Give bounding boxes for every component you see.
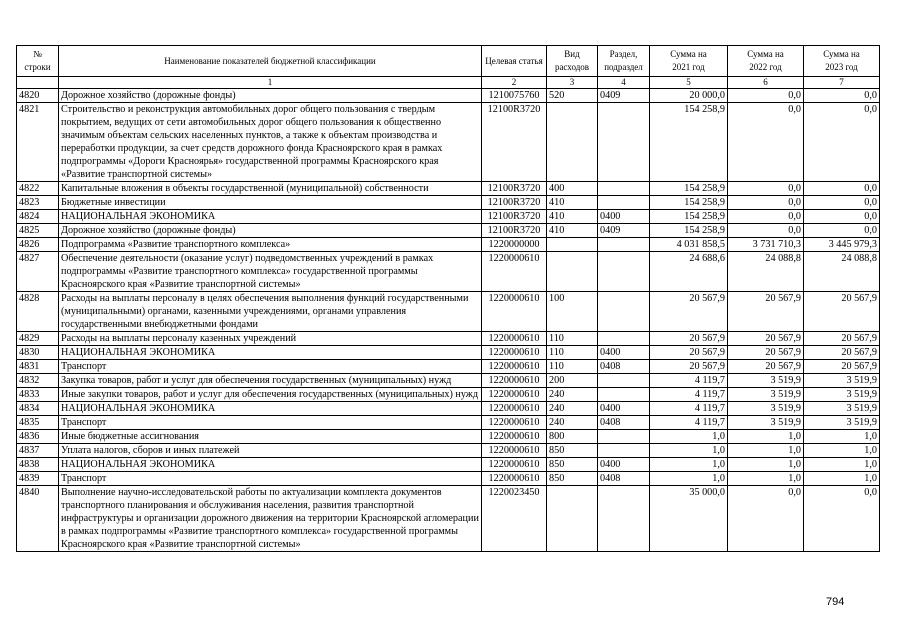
- row-target-article: 1220000610: [482, 458, 547, 472]
- row-sum-2022: 24 088,8: [728, 252, 804, 292]
- row-section: 0400: [598, 402, 650, 416]
- row-target-article: 12100R3720: [482, 182, 547, 196]
- row-name: Уплата налогов, сборов и иных платежей: [59, 444, 482, 458]
- row-sum-2021: 154 258,9: [650, 182, 728, 196]
- row-number: 4825: [17, 224, 59, 238]
- row-sum-2022: 20 567,9: [728, 346, 804, 360]
- row-sum-2021: 4 119,7: [650, 374, 728, 388]
- row-section: 0400: [598, 458, 650, 472]
- row-number: 4823: [17, 196, 59, 210]
- row-expense-type: 850: [547, 444, 598, 458]
- row-expense-type: 110: [547, 346, 598, 360]
- row-number: 4821: [17, 103, 59, 182]
- table-row: [17, 388, 880, 402]
- row-sum-2023: 0,0: [804, 196, 880, 210]
- row-target-article: 1220000610: [482, 402, 547, 416]
- table-row: [17, 486, 880, 552]
- row-target-article: 1220000610: [482, 346, 547, 360]
- row-name: НАЦИОНАЛЬНАЯ ЭКОНОМИКА: [59, 402, 482, 416]
- row-target-article: 12100R3720: [482, 196, 547, 210]
- row-target-article: 1220023450: [482, 486, 547, 552]
- row-name: Иные бюджетные ассигнования: [59, 430, 482, 444]
- row-number: 4839: [17, 472, 59, 486]
- row-section: 0400: [598, 346, 650, 360]
- row-section: [598, 238, 650, 252]
- row-sum-2021: 4 119,7: [650, 402, 728, 416]
- row-target-article: 1220000610: [482, 252, 547, 292]
- row-expense-type: [547, 486, 598, 552]
- row-sum-2023: 24 088,8: [804, 252, 880, 292]
- row-sum-2022: 1,0: [728, 430, 804, 444]
- row-sum-2023: 1,0: [804, 430, 880, 444]
- row-sum-2022: 20 567,9: [728, 292, 804, 332]
- row-expense-type: 850: [547, 472, 598, 486]
- row-expense-type: 410: [547, 210, 598, 224]
- table-row: [17, 292, 880, 332]
- table-row: [17, 430, 880, 444]
- table-row: [17, 332, 880, 346]
- row-sum-2021: 154 258,9: [650, 210, 728, 224]
- table-row: [17, 103, 880, 182]
- row-target-article: 1210075760: [482, 89, 547, 103]
- column-number: 1: [59, 77, 482, 89]
- row-sum-2021: 20 000,0: [650, 89, 728, 103]
- header-section: Раздел, подраздел: [598, 46, 650, 77]
- table-row: [17, 374, 880, 388]
- row-number: 4837: [17, 444, 59, 458]
- row-sum-2022: 0,0: [728, 224, 804, 238]
- row-number: 4822: [17, 182, 59, 196]
- row-expense-type: [547, 103, 598, 182]
- row-target-article: 1220000610: [482, 472, 547, 486]
- row-section: 0409: [598, 89, 650, 103]
- column-number: 3: [547, 77, 598, 89]
- row-name: Иные закупки товаров, работ и услуг для обеспечения государственных (муниципальных) нужд: [59, 388, 482, 402]
- row-name: Расходы на выплаты персоналу казенных учреждений: [59, 332, 482, 346]
- row-expense-type: 110: [547, 332, 598, 346]
- row-name: Дорожное хозяйство (дорожные фонды): [59, 224, 482, 238]
- row-section: [598, 374, 650, 388]
- row-section: [598, 444, 650, 458]
- row-sum-2023: 0,0: [804, 103, 880, 182]
- row-target-article: 1220000610: [482, 292, 547, 332]
- column-number-row: [17, 77, 880, 89]
- row-name: Дорожное хозяйство (дорожные фонды): [59, 89, 482, 103]
- header-sum-2023: Сумма на 2023 год: [804, 46, 880, 77]
- row-sum-2022: 1,0: [728, 458, 804, 472]
- row-sum-2021: 1,0: [650, 458, 728, 472]
- row-sum-2023: 20 567,9: [804, 346, 880, 360]
- row-target-article: 1220000610: [482, 444, 547, 458]
- header-target-article: Целевая статья: [482, 46, 547, 77]
- row-sum-2023: 3 445 979,3: [804, 238, 880, 252]
- row-name: Расходы на выплаты персоналу в целях обеспечения выполнения функций государственными (муниципальными) органами, казенными учреждениями, органами управления государственными внебюджетными фондами: [59, 292, 482, 332]
- table-row: [17, 402, 880, 416]
- row-sum-2022: 20 567,9: [728, 360, 804, 374]
- row-number: 4824: [17, 210, 59, 224]
- row-target-article: 12100R3720: [482, 103, 547, 182]
- row-sum-2023: 0,0: [804, 210, 880, 224]
- row-expense-type: 240: [547, 388, 598, 402]
- row-section: 0409: [598, 224, 650, 238]
- row-name: НАЦИОНАЛЬНАЯ ЭКОНОМИКА: [59, 458, 482, 472]
- row-section: 0400: [598, 210, 650, 224]
- row-number: 4828: [17, 292, 59, 332]
- table-row: [17, 416, 880, 430]
- row-section: [598, 196, 650, 210]
- row-sum-2022: 0,0: [728, 182, 804, 196]
- row-sum-2021: 1,0: [650, 444, 728, 458]
- row-sum-2021: 1,0: [650, 430, 728, 444]
- row-name: Бюджетные инвестиции: [59, 196, 482, 210]
- row-sum-2022: 3 519,9: [728, 416, 804, 430]
- row-sum-2021: 154 258,9: [650, 196, 728, 210]
- column-number: 6: [728, 77, 804, 89]
- row-name: Транспорт: [59, 416, 482, 430]
- row-name: НАЦИОНАЛЬНАЯ ЭКОНОМИКА: [59, 346, 482, 360]
- row-sum-2022: 3 519,9: [728, 402, 804, 416]
- row-target-article: 1220000610: [482, 360, 547, 374]
- row-section: [598, 388, 650, 402]
- table-row: [17, 346, 880, 360]
- row-sum-2023: 0,0: [804, 486, 880, 552]
- row-sum-2021: 20 567,9: [650, 292, 728, 332]
- row-section: [598, 182, 650, 196]
- row-number: 4827: [17, 252, 59, 292]
- row-sum-2023: 3 519,9: [804, 388, 880, 402]
- row-target-article: 12100R3720: [482, 224, 547, 238]
- header-sum-2021: Сумма на 2021 год: [650, 46, 728, 77]
- row-sum-2023: 20 567,9: [804, 332, 880, 346]
- row-sum-2021: 20 567,9: [650, 346, 728, 360]
- row-number: 4829: [17, 332, 59, 346]
- row-sum-2021: 4 031 858,5: [650, 238, 728, 252]
- header-row-number: № строки: [17, 46, 59, 77]
- row-target-article: 12100R3720: [482, 210, 547, 224]
- row-target-article: 1220000610: [482, 430, 547, 444]
- table-row: [17, 210, 880, 224]
- table-row: [17, 182, 880, 196]
- row-sum-2022: 3 731 710,3: [728, 238, 804, 252]
- row-expense-type: [547, 252, 598, 292]
- row-target-article: 1220000610: [482, 374, 547, 388]
- row-sum-2022: 3 519,9: [728, 388, 804, 402]
- row-expense-type: 850: [547, 458, 598, 472]
- table-row: [17, 458, 880, 472]
- row-sum-2022: 0,0: [728, 103, 804, 182]
- row-number: 4836: [17, 430, 59, 444]
- row-expense-type: [547, 238, 598, 252]
- row-section: [598, 430, 650, 444]
- row-sum-2023: 3 519,9: [804, 402, 880, 416]
- row-sum-2023: 0,0: [804, 182, 880, 196]
- row-section: [598, 486, 650, 552]
- row-name: НАЦИОНАЛЬНАЯ ЭКОНОМИКА: [59, 210, 482, 224]
- table-row: [17, 89, 880, 103]
- row-number: 4831: [17, 360, 59, 374]
- row-name: Подпрограмма «Развитие транспортного комплекса»: [59, 238, 482, 252]
- row-expense-type: 800: [547, 430, 598, 444]
- row-section: [598, 332, 650, 346]
- row-sum-2022: 1,0: [728, 444, 804, 458]
- header-name: Наименование показателей бюджетной классификации: [59, 46, 482, 77]
- row-sum-2022: 0,0: [728, 486, 804, 552]
- row-target-article: 1220000610: [482, 332, 547, 346]
- row-number: 4832: [17, 374, 59, 388]
- row-sum-2022: 1,0: [728, 472, 804, 486]
- row-sum-2022: 0,0: [728, 210, 804, 224]
- column-number: [17, 77, 59, 89]
- table-header-row: [17, 46, 880, 77]
- column-number: 2: [482, 77, 547, 89]
- row-sum-2023: 20 567,9: [804, 360, 880, 374]
- row-section: [598, 252, 650, 292]
- row-number: 4830: [17, 346, 59, 360]
- row-name: Выполнение научно-исследовательской работы по актуализации комплекта документов транспортного планирования и обслуживания населения, развития транспортной инфраструктуры и организации дорожного движения на территории Красноярской агломерации в рамках подпрограммы «Развитие транспортного комплекса» государственной программы Красноярского края «Развитие транспортной системы»: [59, 486, 482, 552]
- table-row: [17, 196, 880, 210]
- header-sum-2022: Сумма на 2022 год: [728, 46, 804, 77]
- row-number: 4833: [17, 388, 59, 402]
- row-sum-2021: 35 000,0: [650, 486, 728, 552]
- row-sum-2023: 1,0: [804, 472, 880, 486]
- row-expense-type: 410: [547, 196, 598, 210]
- row-expense-type: 100: [547, 292, 598, 332]
- column-number: 7: [804, 77, 880, 89]
- row-sum-2021: 4 119,7: [650, 416, 728, 430]
- row-sum-2023: 3 519,9: [804, 374, 880, 388]
- table-row: [17, 224, 880, 238]
- header-expense-type: Вид расходов: [547, 46, 598, 77]
- row-sum-2022: 3 519,9: [728, 374, 804, 388]
- row-name: Строительство и реконструкция автомобильных дорог общего пользования с твердым покрытием, ведущих от сети автомобильных дорог общего пользования к общественно значимым объектам сельских населенных пунктов, а также к объектам производства и переработки продукции, за счет средств дорожного фонда Красноярского края в рамках подпрограммы «Дороги Красноярья» государственной программы Красноярского края «Развитие транспортной системы»: [59, 103, 482, 182]
- row-section: 0408: [598, 360, 650, 374]
- row-sum-2021: 20 567,9: [650, 360, 728, 374]
- row-sum-2021: 24 688,6: [650, 252, 728, 292]
- row-expense-type: 200: [547, 374, 598, 388]
- row-sum-2021: 1,0: [650, 472, 728, 486]
- page-number: 794: [826, 596, 845, 608]
- table-row: [17, 238, 880, 252]
- table-body: [17, 89, 880, 552]
- row-sum-2023: 0,0: [804, 224, 880, 238]
- row-name: Капитальные вложения в объекты государственной (муниципальной) собственности: [59, 182, 482, 196]
- row-name: Закупка товаров, работ и услуг для обеспечения государственных (муниципальных) нужд: [59, 374, 482, 388]
- row-name: Транспорт: [59, 472, 482, 486]
- row-target-article: 1220000610: [482, 388, 547, 402]
- row-sum-2021: 20 567,9: [650, 332, 728, 346]
- row-sum-2022: 0,0: [728, 89, 804, 103]
- column-number: 5: [650, 77, 728, 89]
- row-section: [598, 292, 650, 332]
- row-expense-type: 240: [547, 402, 598, 416]
- budget-table: [16, 45, 880, 552]
- row-sum-2022: 0,0: [728, 196, 804, 210]
- row-expense-type: 520: [547, 89, 598, 103]
- table-row: [17, 472, 880, 486]
- row-target-article: 1220000610: [482, 416, 547, 430]
- row-expense-type: 240: [547, 416, 598, 430]
- table-row: [17, 444, 880, 458]
- row-number: 4838: [17, 458, 59, 472]
- row-sum-2023: 1,0: [804, 444, 880, 458]
- row-expense-type: 410: [547, 224, 598, 238]
- row-sum-2021: 154 258,9: [650, 224, 728, 238]
- row-section: 0408: [598, 416, 650, 430]
- row-number: 4840: [17, 486, 59, 552]
- row-sum-2023: 20 567,9: [804, 292, 880, 332]
- row-number: 4826: [17, 238, 59, 252]
- row-sum-2022: 20 567,9: [728, 332, 804, 346]
- row-expense-type: 110: [547, 360, 598, 374]
- row-section: 0408: [598, 472, 650, 486]
- row-name: Обеспечение деятельности (оказание услуг) подведомственных учреждений в рамках подпрограммы «Развитие транспортного комплекса» государственной программы Красноярского края «Развитие транспортной системы»: [59, 252, 482, 292]
- row-name: Транспорт: [59, 360, 482, 374]
- row-target-article: 1220000000: [482, 238, 547, 252]
- table-row: [17, 252, 880, 292]
- row-expense-type: 400: [547, 182, 598, 196]
- column-number: 4: [598, 77, 650, 89]
- row-sum-2021: 4 119,7: [650, 388, 728, 402]
- row-sum-2021: 154 258,9: [650, 103, 728, 182]
- row-sum-2023: 1,0: [804, 458, 880, 472]
- row-sum-2023: 3 519,9: [804, 416, 880, 430]
- table-row: [17, 360, 880, 374]
- row-number: 4820: [17, 89, 59, 103]
- row-section: [598, 103, 650, 182]
- row-sum-2023: 0,0: [804, 89, 880, 103]
- row-number: 4834: [17, 402, 59, 416]
- row-number: 4835: [17, 416, 59, 430]
